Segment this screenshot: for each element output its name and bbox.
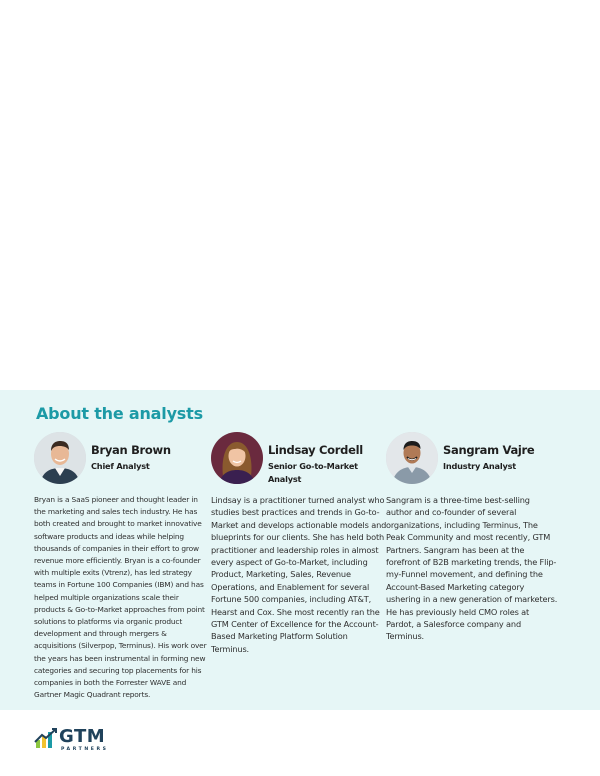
gtm-partners-logo	[34, 726, 114, 756]
person-photo-icon	[386, 432, 438, 484]
analyst-role: Industry Analyst	[443, 461, 516, 471]
person-photo-icon	[34, 432, 86, 484]
logo-wordmark: GTM	[59, 726, 106, 747]
analyst-name: Sangram Vajre	[443, 443, 535, 457]
analyst-role: Senior Go-to-Market Analyst	[268, 461, 358, 484]
avatar	[34, 432, 86, 484]
analyst-bio: Bryan is a SaaS pioneer and thought leader in the marketing and sales tech industry. He has both created and brought to market innovative software products and ideas while helping thousands of companies in their effort to grow revenue more efficiently. Bryan is a co-founder with multiple exits (Vtrenz), has led strategy teams in Fortune 100 Companies (IBM) and has helped multiple organizations scale their products & Go-to-Market approaches from point solutions to platforms via organic product development and through mergers & acquisitions (Silverpop, Terminus). His work over the years has been instrumental in forming new categories and securing top placements for his companies in both the Forrester WAVE and Gartner Magic Quadrant reports.	[34, 495, 207, 700]
person-photo-icon	[211, 432, 263, 484]
logo-subtitle: PARTNERS	[61, 747, 109, 752]
analyst-name: Bryan Brown	[91, 443, 171, 457]
analyst-name: Lindsay Cordell	[268, 443, 363, 457]
growth-chart-logo-icon	[34, 726, 58, 750]
avatar	[386, 432, 438, 484]
analyst-bio: Lindsay is a practitioner turned analyst who studies best practices and trends in Go-to-Market and develops actionable models and blueprints for our clients. She has held both practitioner and leadership roles in almost every aspect of Go-to-Market, including Product, Marketing, Sales, Revenue Operations, and Enablement for several Fortune 500 companies, including AT&T, Hearst and Cox. She most recently ran the GTM Center of Excellence for the Account-Based Marketing Platform Solution Terminus.	[211, 495, 387, 654]
analyst-role: Chief Analyst	[91, 461, 150, 471]
analyst-bio: Sangram is a three-time best-selling author and co-founder of several organizations, including Terminus, The Peak Community and most recently, GTM Partners. Sangram has been at the forefront of B2B marketing trends, the Flip-my-Funnel movement, and defining the Account-Based Marketing category ushering in a new generation of marketers. He has previously held CMO roles at Pardot, a Salesforce company and Terminus.	[386, 495, 558, 642]
section-title: About the analysts	[36, 404, 203, 423]
avatar	[211, 432, 263, 484]
